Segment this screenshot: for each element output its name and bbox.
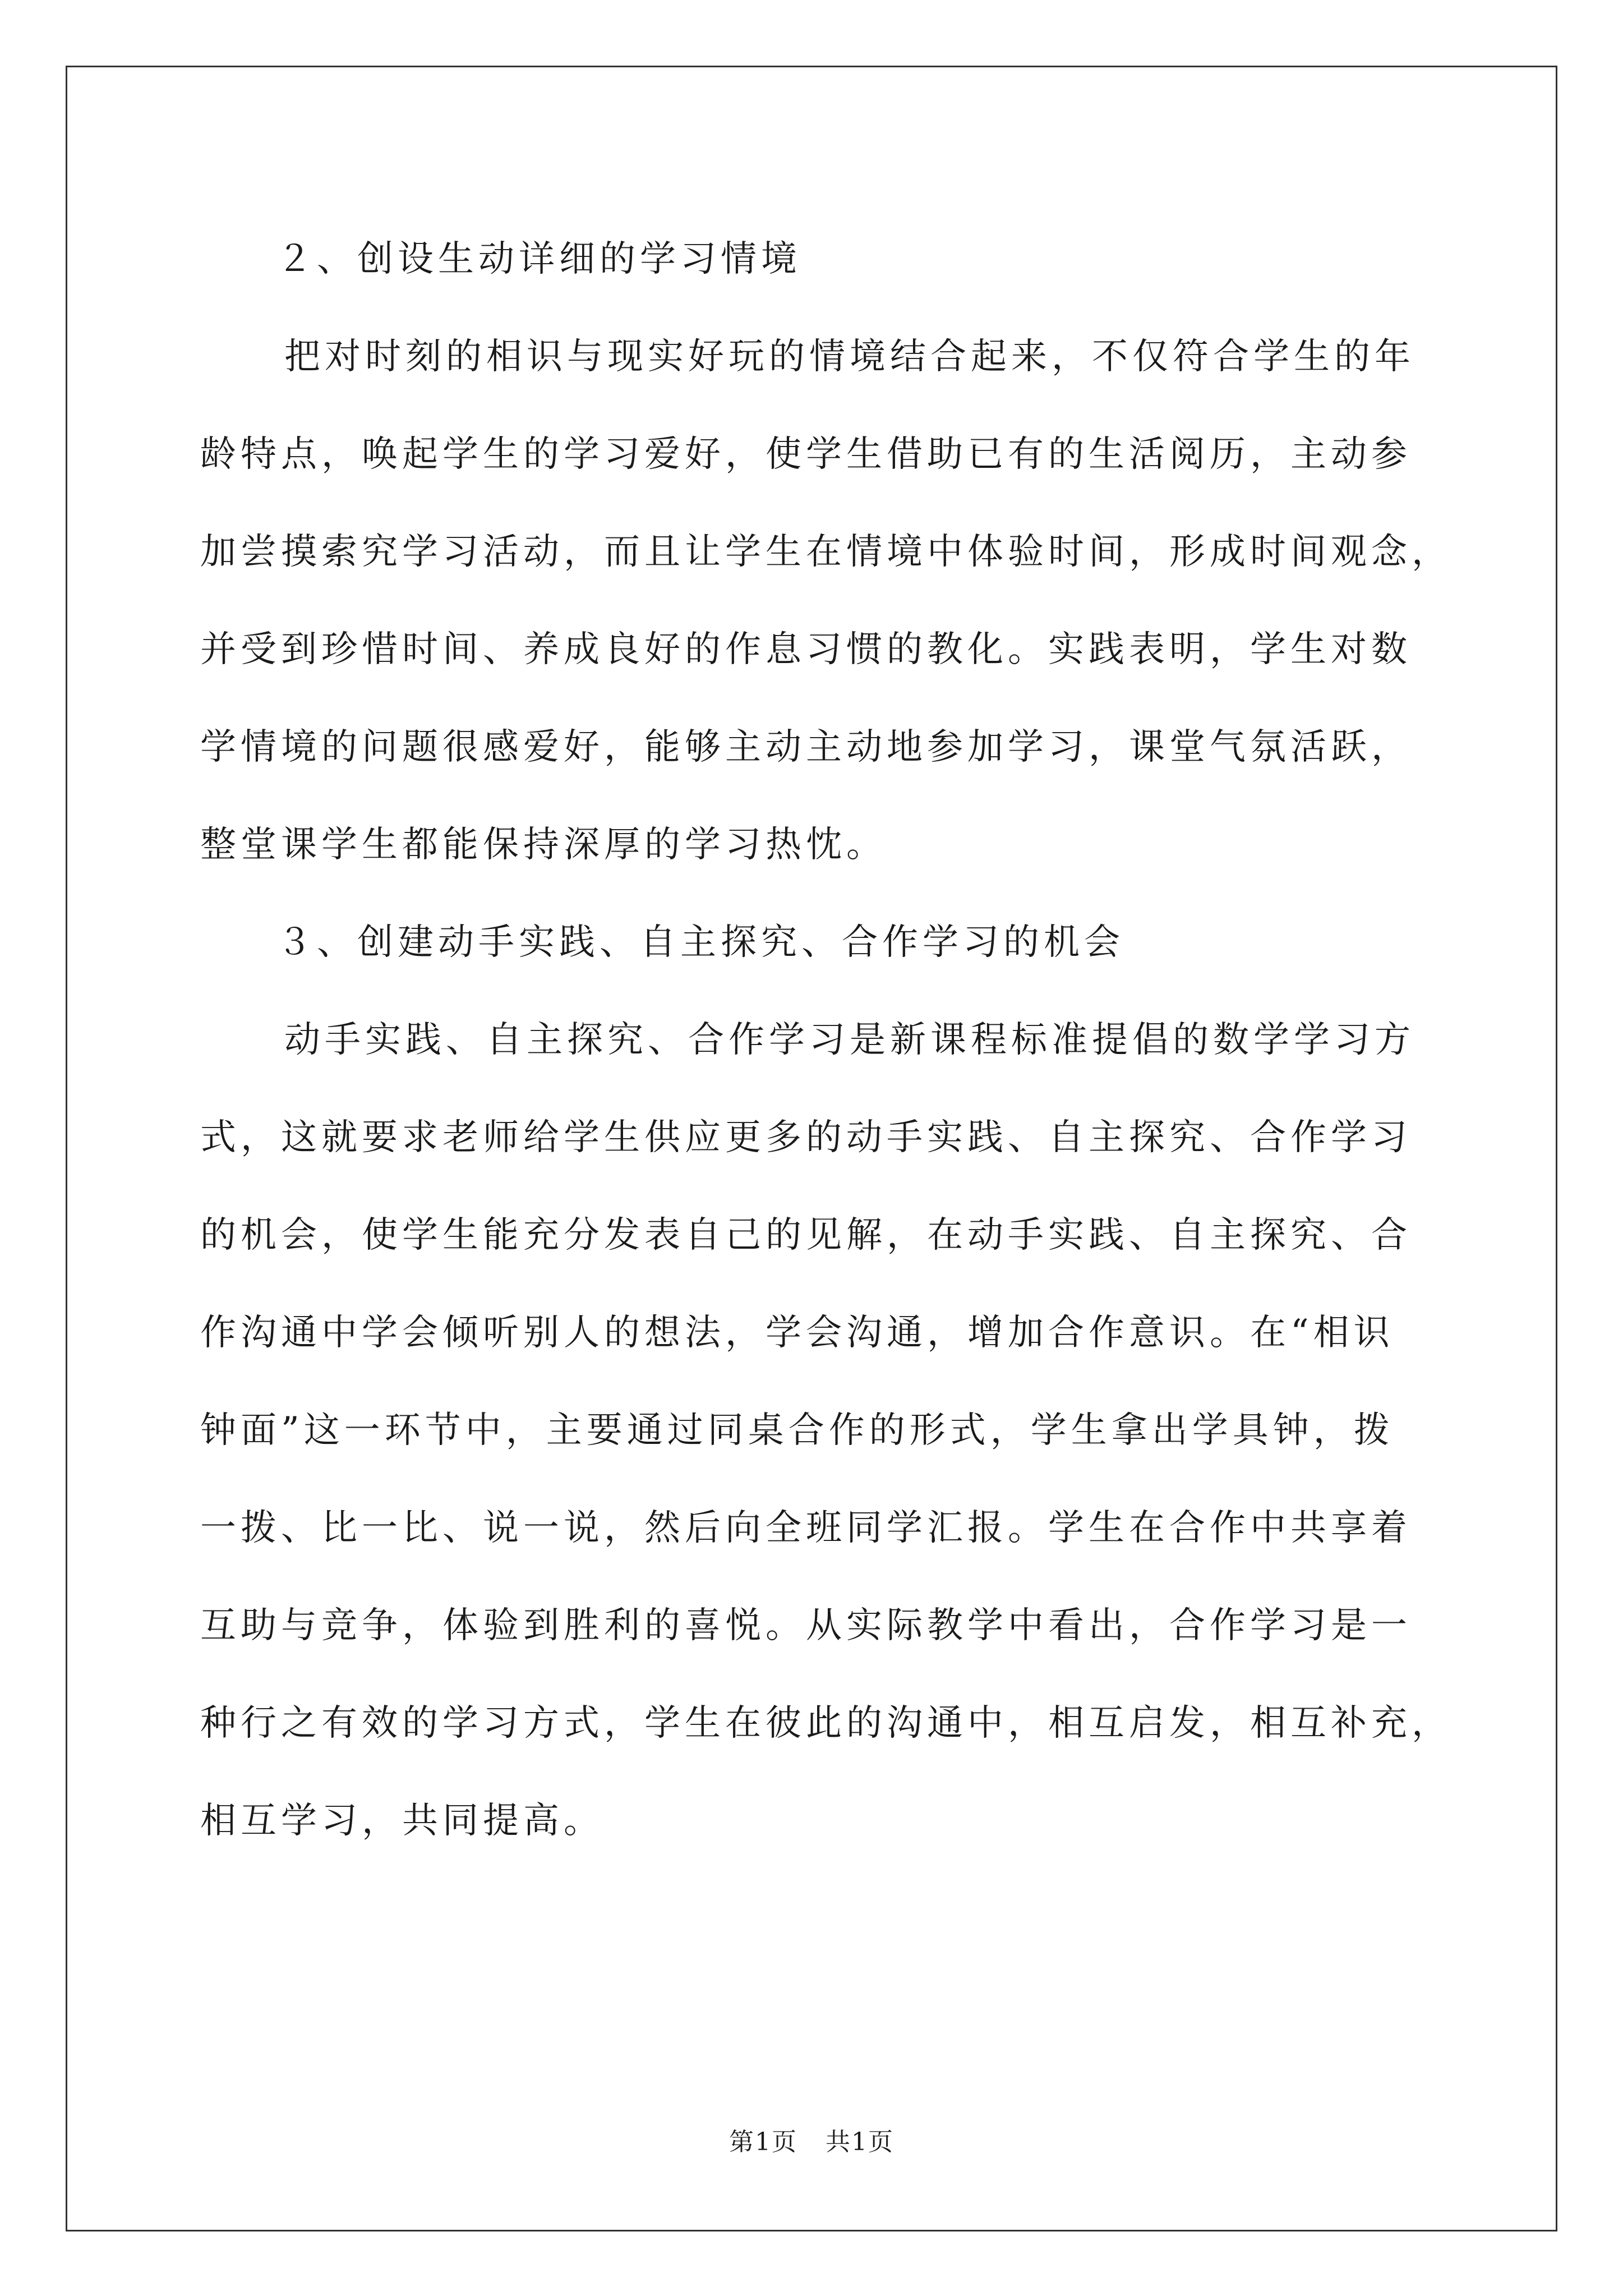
paragraph-line: 整堂课学生都能保持深厚的学习热忱。	[200, 824, 887, 866]
paragraph-line: 把对时刻的相识与现实好玩的情境结合起来，不仅符合学生的年	[284, 336, 1415, 378]
paragraph-line: 一拨、比一比、说一说，然后向全班同学汇报。学生在合作中共享着	[200, 1507, 1412, 1549]
paragraph-line: 的机会，使学生能充分发表自己的见解，在动手实践、自主探究、合	[200, 1214, 1412, 1256]
page-number-current: 第1页	[729, 2128, 797, 2156]
paragraph-line: 作沟通中学会倾听别人的想法，学会沟通，增加合作意识。在“相识	[200, 1312, 1394, 1354]
document-body	[200, 210, 1468, 1870]
page-footer	[0, 2122, 1623, 2157]
page-number-total: 共1页	[826, 2128, 894, 2156]
paragraph-line: 龄特点，唤起学生的学习爱好，使学生借助已有的生活阅历，主动参	[200, 434, 1412, 475]
paragraph-line: 互助与竞争，体验到胜利的喜悦。从实际教学中看出，合作学习是一	[200, 1605, 1412, 1646]
section-heading-2: ２、创设生动详细的学习情境	[276, 238, 801, 280]
paragraph-line: 并受到珍惜时间、养成良好的作息习惯的教化。实践表明，学生对数	[200, 629, 1412, 670]
paragraph-line: 加尝摸索究学习活动，而且让学生在情境中体验时间，形成时间观念，	[200, 531, 1452, 573]
paragraph-line: 种行之有效的学习方式，学生在彼此的沟通中，相互启发，相互补充，	[200, 1703, 1452, 1744]
paragraph-line: 式，这就要求老师给学生供应更多的动手实践、自主探究、合作学习	[200, 1117, 1412, 1158]
paragraph-line: 相互学习，共同提高。	[200, 1800, 604, 1842]
paragraph-line: 学情境的问题很感爱好，能够主动主动地参加学习，课堂气氛活跃，	[200, 726, 1412, 768]
paragraph-line: 钟面”这一环节中，主要通过同桌合作的形式，学生拿出学具钟，拨	[200, 1410, 1394, 1451]
paragraph-line: 动手实践、自主探究、合作学习是新课程标准提倡的数学学习方	[284, 1019, 1415, 1061]
section-heading-3: ３、创建动手实践、自主探究、合作学习的机会	[276, 922, 1124, 963]
